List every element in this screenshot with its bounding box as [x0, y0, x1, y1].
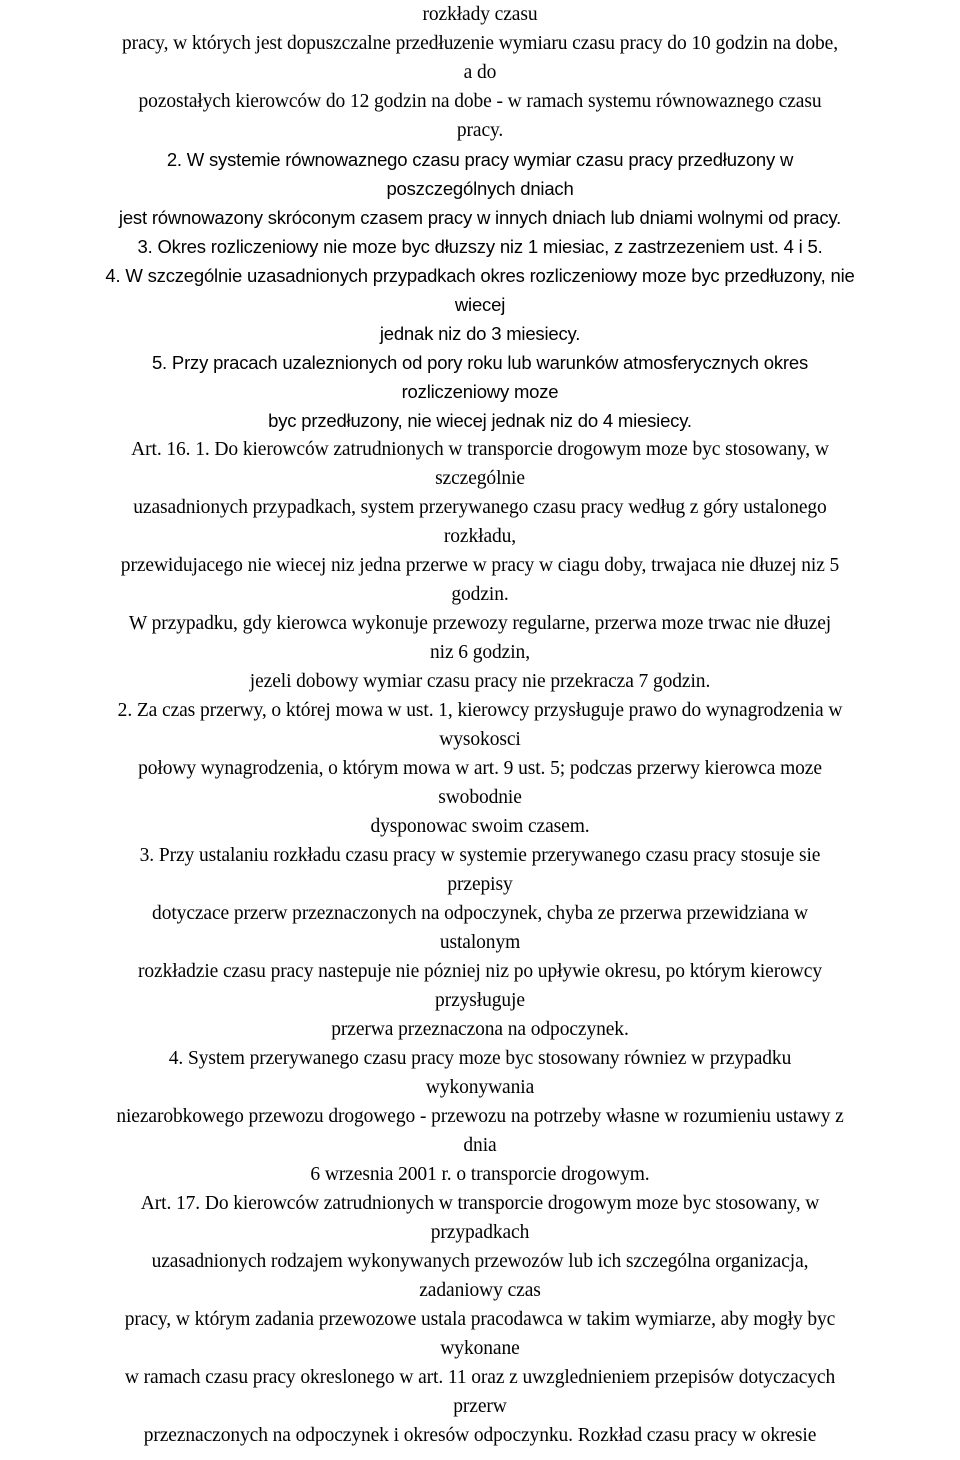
text-line: 5. Przy pracach uzaleznionych od pory roku lub warunków atmosferycznych okres	[151, 352, 809, 373]
text-line: przewidujacego nie wiecej niz jedna przerwe w pracy w ciagu doby, trwajaca nie dłuzej niz 5	[120, 555, 840, 576]
text-line: jezeli dobowy wymiar czasu pracy nie przekracza 7 godzin.	[249, 671, 711, 692]
text-line: przerwa przeznaczona na odpoczynek.	[331, 1019, 629, 1040]
text-line: a do	[463, 62, 497, 83]
text-line: niezarobkowego przewozu drogowego - przewozu na potrzeby własne w rozumieniu ustawy z	[116, 1106, 844, 1127]
text-line: przypadkach	[430, 1222, 530, 1243]
text-line: wykonywania	[425, 1077, 535, 1098]
text-line: dotyczace przerw przeznaczonych na odpoczynek, chyba ze przerwa przewidziana w	[152, 903, 808, 924]
text-line: szczególnie	[435, 468, 525, 489]
text-line: uzasadnionych przypadkach, system przerywanego czasu pracy według z góry ustalonego	[133, 497, 827, 518]
text-line: Art. 16. 1. Do kierowców zatrudnionych w transporcie drogowym moze byc stosowany, w	[131, 439, 829, 460]
text-line: wysokosci	[439, 729, 521, 750]
text-line: 2. Za czas przerwy, o której mowa w ust. 1, kierowcy przysługuje prawo do wynagrodzenia w	[117, 700, 843, 721]
text-line: wykonane	[440, 1338, 520, 1359]
text-line: godzin.	[451, 584, 509, 605]
text-line: połowy wynagrodzenia, o którym mowa w art. 9 ust. 5; podczas przerwy kierowca moze	[138, 758, 822, 779]
text-line: pracy.	[456, 120, 504, 141]
text-line: pracy, w którym zadania przewozowe ustala pracodawca w takim wymiarze, aby mogły byc	[124, 1309, 836, 1330]
text-line: dnia	[463, 1135, 497, 1156]
text-line: pozostałych kierowców do 12 godzin na dobe - w ramach systemu równowaznego czasu	[138, 91, 822, 112]
text-line: 3. Przy ustalaniu rozkładu czasu pracy w systemie przerywanego czasu pracy stosuje sie	[139, 845, 821, 866]
text-line: rozkładu,	[443, 526, 517, 547]
text-line: 2. W systemie równowaznego czasu pracy wymiar czasu pracy przedłuzony w	[166, 149, 794, 170]
text-line: przysługuje	[435, 990, 525, 1011]
text-line: byc przedłuzony, nie wiecej jednak niz do 4 miesiecy.	[268, 410, 692, 431]
text-line: rozkładzie czasu pracy nastepuje nie pózniej niz po upływie okresu, po którym kierowcy	[138, 961, 822, 982]
text-line: uzasadnionych rodzajem wykonywanych przewozów lub ich szczególna organizacja,	[151, 1251, 809, 1272]
text-line: rozkłady czasu	[422, 4, 538, 25]
text-line: przerw	[453, 1396, 507, 1417]
text-line: poszczególnych dniach	[386, 178, 574, 199]
text-line: ustalonym	[439, 932, 521, 953]
text-line: wiecej	[454, 294, 506, 315]
text-line: W przypadku, gdy kierowca wykonuje przewozy regularne, przerwa moze trwac nie dłuzej	[128, 613, 832, 634]
text-line: swobodnie	[438, 787, 522, 808]
text-line: zadaniowy czas	[419, 1280, 541, 1301]
text-line: dysponowac swoim czasem.	[370, 816, 590, 837]
text-line: przepisy	[447, 874, 513, 895]
text-line: 4. W szczególnie uzasadnionych przypadkach okres rozliczeniowy moze byc przedłuzony, nie	[105, 265, 855, 286]
text-line: przeznaczonych na odpoczynek i okresów odpoczynku. Rozkład czasu pracy w okresie	[143, 1425, 817, 1446]
text-line: pracy, w których jest dopuszczalne przedłuzenie wymiaru czasu pracy do 10 godzin na dobe,	[122, 33, 838, 54]
text-line: rozliczeniowy moze	[401, 381, 559, 402]
text-line: 4. System przerywanego czasu pracy moze byc stosowany równiez w przypadku	[168, 1048, 792, 1069]
text-line: jednak niz do 3 miesiecy.	[379, 323, 581, 344]
text-line: niz 6 godzin,	[430, 642, 530, 663]
text-line: jest równowazony skróconym czasem pracy w innych dniach lub dniami wolnymi od pracy.	[118, 207, 842, 228]
text-line: 6 wrzesnia 2001 r. o transporcie drogowym.	[310, 1164, 650, 1185]
text-line: Art. 17. Do kierowców zatrudnionych w transporcie drogowym moze byc stosowany, w	[140, 1193, 820, 1214]
text-line: 3. Okres rozliczeniowy nie moze byc dłuzszy niz 1 miesiac, z zastrzezeniem ust. 4 i 5.	[137, 236, 823, 257]
text-line: w ramach czasu pracy okreslonego w art. 11 oraz z uwzglednieniem przepisów dotyczacych	[124, 1367, 836, 1388]
